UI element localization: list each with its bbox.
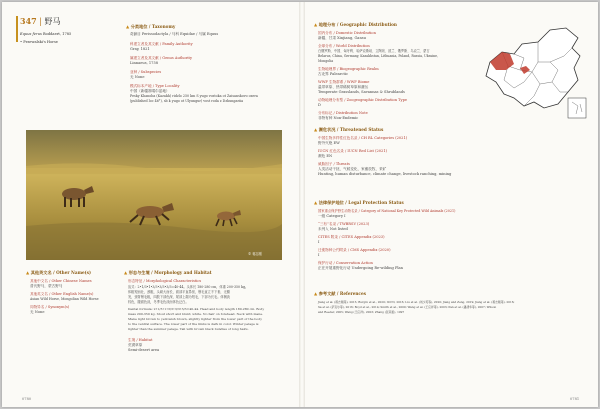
- morph-cn-2: 体粗短而壮，颈粗，头硕大而长，面部平直鼻宽，鬃毛直立不下垂，无额: [128, 290, 230, 294]
- genus-authority-label: 属建立者及其文献 / Genus Authority: [130, 56, 193, 60]
- references-heading: ▲ 参考文献 / References: [314, 291, 366, 296]
- biome-cn: 温带草原、热带稀树草原和灌丛: [318, 85, 369, 89]
- type-locality-1: Pesky Khanoba (Kazakh) ridzlo 250 km S yugo vostoka ot Zaisanskovo ozera: [130, 94, 258, 98]
- distribution-heading: ▲ 地理分布 / Geographic Distribution: [314, 22, 397, 27]
- references-title: 参考文献 / References: [318, 291, 366, 296]
- cms-label: 迁徙物种公约附录 / CMS Appendix (2020): [318, 248, 391, 252]
- threat-title: 濒危状况 / Threatened Status: [318, 127, 384, 132]
- realm: 古北界 Palearctic: [318, 72, 349, 76]
- common-name: • Przewalski's Horse: [20, 40, 58, 44]
- action: 正在开展重野化行动 Undergoing Re-wilding Plan: [318, 266, 403, 270]
- morph-cn-3: 发，颈背鬃毛粗，四肢下部色深，尾部上端为短毛，下部为长毛。体侧淡: [128, 295, 230, 299]
- threats-label: 威胁因子 / Threats: [318, 162, 350, 166]
- twbrsv-label: “三有”名录 / TWBRSV (2023): [318, 222, 370, 226]
- cites: I: [318, 240, 320, 244]
- page-number-left: 0780: [22, 397, 32, 401]
- book-spread: [2, 2, 598, 407]
- othernames-title: 其他英文名 / Other Name(s): [30, 270, 91, 275]
- habitat-label: 生境 / Habitat: [128, 338, 153, 342]
- cites-label: CITES 附录 / CITES Appendix (2023): [318, 235, 385, 239]
- ref-line-2: Sa et al. (萨克尔等), 2016; Boyd et al., 2014; Smith et al., 2009; Wang et al. (王应祥等), 2003; Pan et al. (潘清华等), 2007; Wilson: [318, 305, 497, 309]
- scientific-name: [20, 32, 71, 37]
- domestic: 新疆、甘肃 Xinjiang, Gansu: [318, 36, 366, 40]
- morph-heading: ▲ 形态与生境 / Morphology and Habitat: [124, 270, 212, 275]
- page-number-right: 0781: [570, 397, 580, 401]
- photo-credit: © 蒋志刚: [248, 252, 262, 256]
- iucn-label: IUCN 红色名录 / IUCN Red List (2021): [318, 149, 388, 153]
- distribution-map: [480, 22, 590, 122]
- othernames-heading: ▲ 其他英文名 / Other Name(s): [26, 270, 91, 275]
- ref-line-3: and Reeder, 2005; Wang (王应祥), 2003; Zhang (张荣祖), 1997: [318, 310, 405, 314]
- legal-title: 法律保护地位 / Legal Protection Status: [318, 200, 404, 205]
- biome-en: Temperate Grasslands, Savannas & Shrublands: [318, 90, 405, 94]
- type-locality-cn: 中国（新疆准噶尔盆地）: [130, 89, 170, 93]
- threats-en: Hunting, human disturbance, climate change, livestock ranching, mining: [318, 172, 452, 176]
- species-name-cn: 野马: [44, 17, 61, 26]
- horse-photo: [26, 130, 282, 260]
- threat-heading: ▲ 濒危状况 / Threatened Status: [314, 127, 384, 132]
- habitat-cn: 荒漠草原: [128, 343, 143, 347]
- morph-cn-4: 棕色，腹面色淡，冬季毛色淡而体色泛白。: [128, 300, 189, 304]
- morph-label: 形态特征 / Morphological Characteristics: [128, 279, 202, 283]
- other-cn-label: 其他中文名 / Other Chinese Names: [30, 279, 92, 283]
- threats-cn: 人类活动干扰、气候变化、家畜放牧、采矿: [318, 167, 387, 171]
- action-label: 保护行动 / Conservation Action: [318, 261, 373, 265]
- morph-en-1: Dental formula: 2•1/3•1•3/3•3/3•3/3=40-44. Head and body length 180-280 cm. Body: [128, 307, 265, 311]
- habitat-en: Semi-desert area: [128, 348, 160, 352]
- distribution-title: 地理分布 / Geographic Distribution: [318, 22, 397, 27]
- chrl: 野外灭绝 EW: [318, 141, 340, 145]
- dist-note-label: 分布标记 / Distribution Note: [318, 111, 368, 115]
- type-locality-2: (published loc 46°), sb k yugo ot Ulyungur) vost roda z Dzhungariia: [130, 99, 244, 103]
- ref-line-1: Jiang et al. (蒋志刚等), 2015; Burgin et al., 2020; IUCN, 2016; Liu et al. (刘少英等), 2020; Jiang and Zeng, 2019; Jiang et al. (蒋志刚等), 2016;: [318, 300, 515, 304]
- species-title: 347 | 野马: [20, 16, 61, 26]
- national: 一级 Category I: [318, 214, 346, 218]
- gutter: [299, 2, 305, 407]
- synonym-label: 同物异名 / Synonym(s): [30, 305, 70, 309]
- subspecies: 无 None: [130, 75, 145, 79]
- other-cn: 普氏野马，蒙古野马: [30, 284, 63, 288]
- morph-en-4: to the ventral surface. The lower part of the limbs is dark in color. Winter pelage is: [128, 322, 259, 326]
- genus-authority: Linnaeus, 1758: [130, 61, 159, 65]
- twbrsv: 未列入 Not listed: [318, 227, 348, 231]
- type-locality-label: 模式标本产地 / Type Locality: [130, 84, 180, 88]
- other-en: Asian Wild Horse, Mongolian Wild Horse: [30, 297, 99, 301]
- synonym: 无 None: [30, 310, 45, 314]
- domestic-label: 国内分布 / Domestic Distribution: [318, 31, 376, 35]
- subspecies-label: 亚种 / Subspecies: [130, 70, 162, 74]
- iucn: 濒危 EN: [318, 154, 333, 158]
- taxonomy-heading: ▲ 分类地位 / Taxonomy: [126, 24, 176, 29]
- sci-author: Boddaert, 1785: [43, 32, 72, 36]
- morph-en-2: mass 200-350 kg. Stout short and blunt; white. No hair on forehead. Neck with mane.: [128, 312, 264, 316]
- title-bar: [16, 16, 18, 42]
- world-label: 全球分布 / World Distribution: [318, 44, 370, 48]
- family-authority: Gray, 1821: [130, 47, 150, 51]
- national-label: 国家重点保护野生动物名录 / Category of National Key Protected Wild Animals (2021): [318, 209, 456, 213]
- morph-en-3: Mane light brown to yellowish brown, slightly lighter from the lower part of the body: [128, 317, 262, 321]
- other-en-label: 其他英文名 / Other English Name(s): [30, 292, 94, 296]
- biome-label: WWF 生物群系 / WWF Biome: [318, 80, 370, 84]
- legal-heading: ▲ 法律保护地位 / Legal Protection Status: [314, 200, 404, 205]
- morph-cn-1: 齿式：2•1/3•1•3/3•3/3•3/3=40-44。头体长 180-280 cm，体重 200-350 kg。: [128, 285, 249, 289]
- family-authority-label: 科建立者及其文献 / Family Authority: [130, 42, 193, 46]
- cms: I: [318, 253, 320, 257]
- realm-label: 生物地理界 / Biogeographic Realm: [318, 67, 379, 71]
- species-number: 347: [20, 16, 37, 26]
- china-map: [480, 22, 590, 122]
- world-en-2: Mongolia: [318, 59, 334, 63]
- horse-photo-art: [26, 130, 282, 260]
- zoogeo: D: [318, 103, 321, 107]
- dist-note: 非特有种 Non-Endemic: [318, 116, 359, 120]
- zoogeo-label: 动物地理分布型 / Zoogeographic Distribution Type: [318, 98, 408, 102]
- chrl-label: 中国生物多样性红色名录 / CH RL Categories (2021): [318, 136, 408, 140]
- world-en-1: Belarus, China, Germany, Kazakhstan, Lithuania, Poland, Russia, Ukraine,: [318, 54, 439, 58]
- taxonomy-title: 分类地位 / Taxonomy: [130, 24, 176, 29]
- morph-en-5: lighter than the summer pelage. Tail with brown black bundles of long hairs.: [128, 327, 249, 331]
- taxonomy-line: 奇蹄目 Perissodactyla / 马科 Equidae / 马属 Equus: [130, 32, 219, 36]
- world-cn: 白俄罗斯、中国、匈牙利、哈萨克斯坦、立陶宛、波兰、俄罗斯、乌克兰、蒙古: [318, 49, 430, 53]
- morph-title: 形态与生境 / Morphology and Habitat: [128, 270, 212, 275]
- sci-name: Equus ferus: [20, 32, 42, 36]
